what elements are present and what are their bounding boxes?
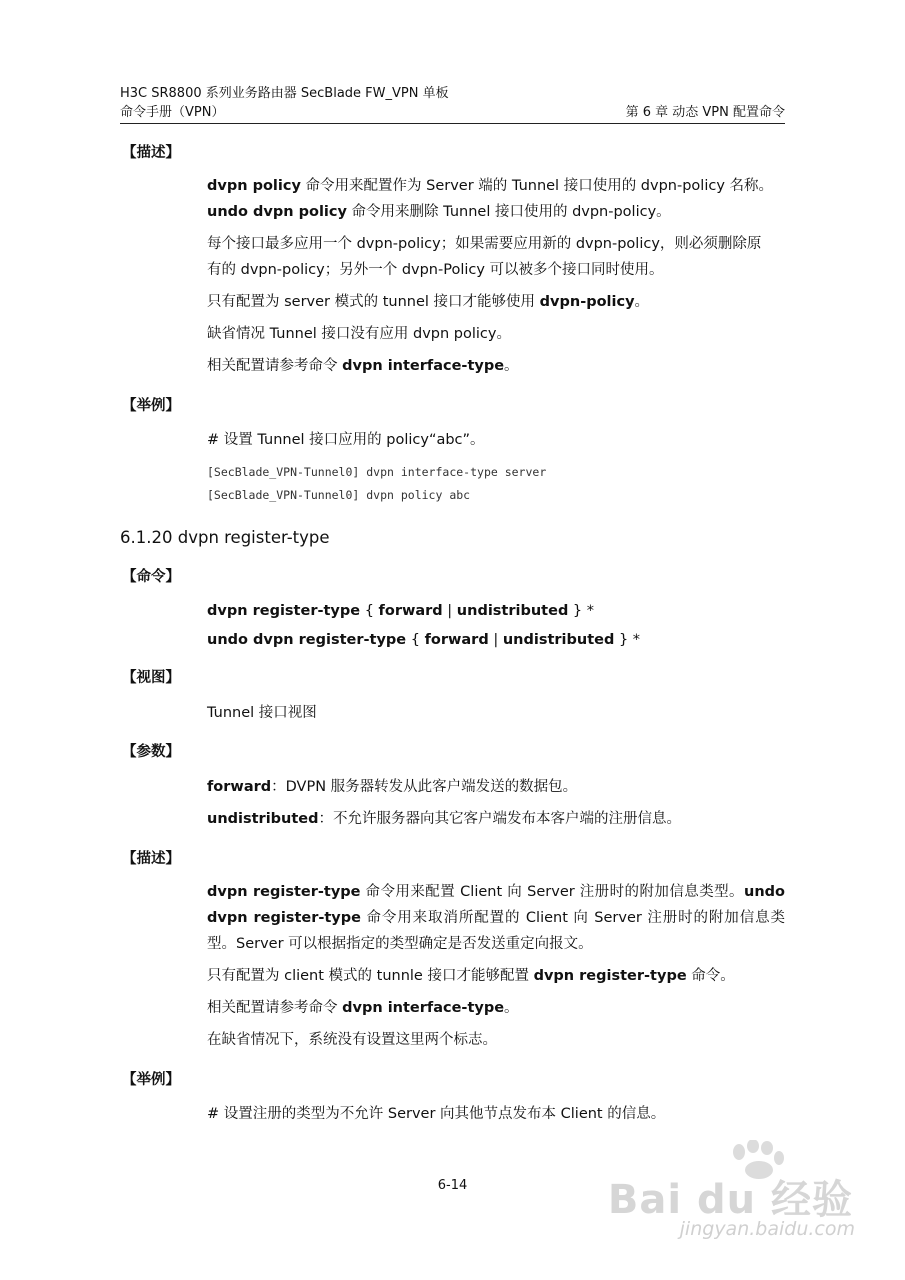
section-title: 6.1.20 dvpn register-type xyxy=(120,528,330,547)
params-heading: 【参数】 xyxy=(122,744,180,760)
view-heading: 【视图】 xyxy=(122,670,180,686)
desc1-para2-line1: 每个接口最多应用一个 dvpn-policy；如果需要应用新的 dvpn-policy，则必须删除原 xyxy=(207,236,762,252)
param-forward: forward：DVPN 服务器转发从此客户端发送的数据包。 xyxy=(207,779,578,795)
view-text: Tunnel 接口视图 xyxy=(207,705,317,721)
desc1-para1b: undo dvpn policy 命令用来删除 Tunnel 接口使用的 dvpn-policy。 xyxy=(207,204,671,220)
example1-code-line2: [SecBlade_VPN-Tunnel0] dvpn policy abc xyxy=(207,488,471,502)
desc1-para4: 缺省情况 Tunnel 接口没有应用 dvpn policy。 xyxy=(207,326,511,342)
example-heading-1: 【举例】 xyxy=(122,398,180,414)
desc2-line2: dvpn register-type 命令用来取消所配置的 Client 向 Server 注册时的附加信息类 xyxy=(207,910,785,926)
baidu-watermark-url: jingyan.baidu.com xyxy=(679,1218,855,1240)
desc2-line3: 型。Server 可以根据指定的类型确定是否发送重定向报文。 xyxy=(207,936,593,952)
desc1-para5: 相关配置请参考命令 dvpn interface-type。 xyxy=(207,358,519,374)
baidu-watermark: Bai du 经验 xyxy=(607,1177,853,1223)
header-rule xyxy=(120,123,785,124)
desc2-para2: 只有配置为 client 模式的 tunnle 接口才能够配置 dvpn register-type 命令。 xyxy=(207,968,735,984)
page-number: 6-14 xyxy=(437,1178,468,1193)
header-title: H3C SR8800 系列业务路由器 SecBlade FW_VPN 单板 xyxy=(120,86,449,101)
example-heading-2: 【举例】 xyxy=(122,1072,180,1088)
desc-heading-2: 【描述】 xyxy=(122,851,180,867)
example1-text: # 设置 Tunnel 接口应用的 policy“abc”。 xyxy=(207,432,485,448)
header-chapter: 第 6 章 动态 VPN 配置命令 xyxy=(625,105,785,120)
desc1-para3: 只有配置为 server 模式的 tunnel 接口才能够使用 dvpn-policy。 xyxy=(207,294,650,310)
desc2-para3: 相关配置请参考命令 dvpn interface-type。 xyxy=(207,1000,519,1016)
example1-code-line1: [SecBlade_VPN-Tunnel0] dvpn interface-type server xyxy=(207,465,547,479)
desc2-para4: 在缺省情况下，系统没有设置这里两个标志。 xyxy=(207,1032,497,1048)
desc-heading-1: 【描述】 xyxy=(122,145,180,161)
header-manual: 命令手册（VPN） xyxy=(120,105,225,120)
desc1-para2-line2: 有的 dvpn-policy；另外一个 dvpn-Policy 可以被多个接口同时使用。 xyxy=(207,262,664,278)
command-syntax-2: undo dvpn register-type { forward | undistributed } * xyxy=(207,632,641,648)
desc2-line1: dvpn register-type 命令用来配置 Client 向 Server 注册时的附加信息类型。undo xyxy=(207,884,785,900)
desc1-para1a: dvpn policy 命令用来配置作为 Server 端的 Tunnel 接口使用的 dvpn-policy 名称。 xyxy=(207,178,774,194)
example2-text: # 设置注册的类型为不允许 Server 向其他节点发布本 Client 的信息。 xyxy=(207,1106,666,1122)
param-undistributed: undistributed：不允许服务器向其它客户端发布本客户端的注册信息。 xyxy=(207,811,682,827)
command-syntax-1: dvpn register-type { forward | undistributed } * xyxy=(207,603,595,619)
command-heading: 【命令】 xyxy=(122,569,180,585)
